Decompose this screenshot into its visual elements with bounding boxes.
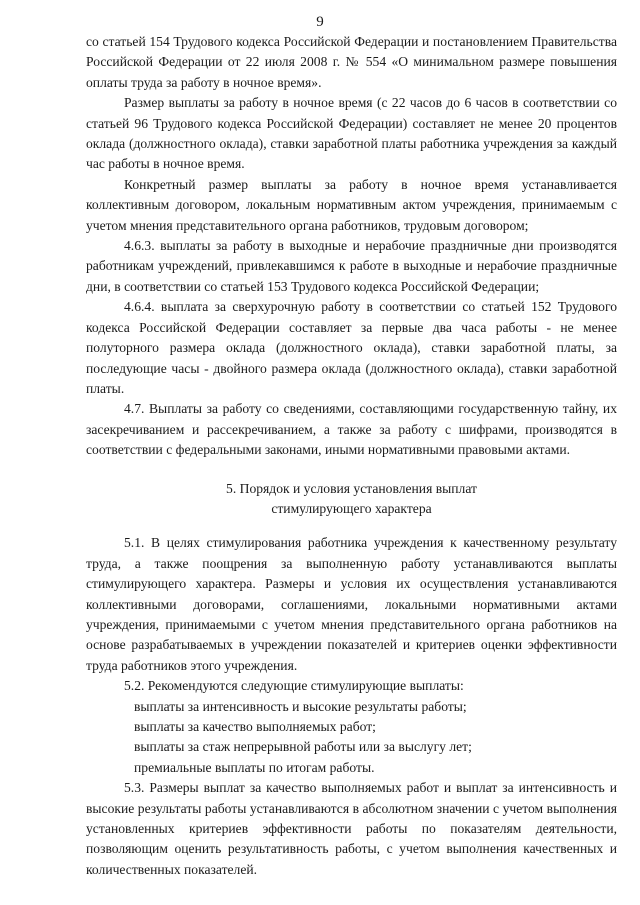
payments-list xyxy=(86,697,617,779)
list-item: выплаты за интенсивность и высокие результаты работы; xyxy=(134,698,467,714)
paragraph: 4.6.4. выплата за сверхурочную работу в соответствии со статьей 152 Трудового кодекса Российской Федерации составляет за первые два часа работы - не менее полуторного размера оклада (должностного оклада), ставки заработной платы, за последующие часы - двойного размера оклада (должностного оклада), ставки заработной платы. xyxy=(86,299,617,396)
section-heading xyxy=(86,479,617,520)
paragraph: Конкретный размер выплаты за работу в ночное время устанавливается коллективным договором, локальным нормативным актом учреждения, принимаемым с учетом мнения представительного органа работников, трудовым договором; xyxy=(86,176,617,233)
paragraph: 5.3. Размеры выплат за качество выполняемых работ и выплат за интенсивность и высокие результаты работы устанавливаются в абсолютном значении с учетом выполнения установленных критериев эффективности работы по показателям деятельности, позволяющим оценить результативность работы, с учетом выполнения качественных и количественных показателей. xyxy=(86,780,617,877)
document-body xyxy=(86,32,617,880)
paragraph: Размер выплаты за работу в ночное время (с 22 часов до 6 часов в соответствии со статьей 96 Трудового кодекса Российской Федерации) составляет не менее 20 процентов оклада (должностного оклада), ставки заработной платы работника учреждения за каждый час работы в ночное время. xyxy=(86,95,617,172)
section-heading-line: 5. Порядок и условия установления выплат xyxy=(226,480,477,496)
list-item: выплаты за качество выполняемых работ; xyxy=(134,719,376,734)
list-item: премиальные выплаты по итогам работы. xyxy=(134,759,375,775)
list-item: выплаты за стаж непрерывной работы или за выслугу лет; xyxy=(134,739,472,755)
paragraph: 4.6.3. выплаты за работу в выходные и нерабочие праздничные дни производятся работникам учреждений, привлекавшимся к работе в выходные и нерабочие праздничные дни, в соответствии со статьей 153 Трудового кодекса Российской Федерации; xyxy=(86,238,617,294)
section-heading-line: стимулирующего характера xyxy=(271,500,432,516)
page-number: 9 xyxy=(316,14,324,30)
paragraph: 5.2. Рекомендуются следующие стимулирующие выплаты: xyxy=(124,678,464,694)
paragraph: со статьей 154 Трудового кодекса Российской Федерации и постановлением Правительства Российской Федерации от 22 июля 2008 г. № 554 «О минимальном размере повышения оплаты труда за работу в ночное время». xyxy=(86,34,617,90)
paragraph: 5.1. В целях стимулирования работника учреждения к качественному результату труда, а также поощрения за выполненную работу устанавливаются выплаты стимулирующего характера. Размеры и условия их осуществления устанавливаются коллективными договорами, соглашениями, локальными нормативными актами учреждения, принимаемыми с учетом мнения представительного органа работников на основе разрабатываемых в учреждении показателей и критериев оценки эффективности труда работников этого учреждения. xyxy=(86,535,617,673)
paragraph: 4.7. Выплаты за работу со сведениями, составляющими государственную тайну, их засекречиванием и рассекречиванием, а также за работу с шифрами, производятся в соответствии с федеральными законами, иными нормативными правовыми актами. xyxy=(86,401,617,458)
